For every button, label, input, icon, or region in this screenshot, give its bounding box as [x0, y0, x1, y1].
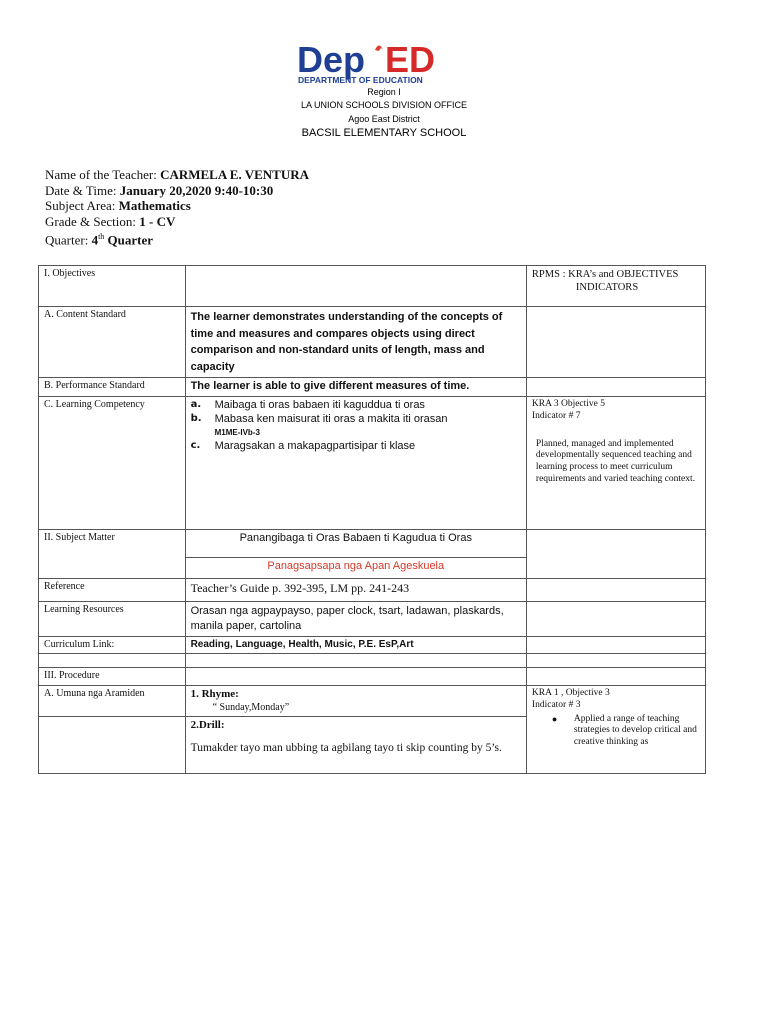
quarter-number: 4 — [91, 232, 99, 248]
grade-value: 1 - CV — [139, 213, 176, 229]
teacher-name: CARMELA E. VENTURA — [160, 167, 309, 182]
table-row — [39, 685, 706, 716]
rpms-header: RPMS : KRA’s and OBJECTIVES INDICATORS — [526, 266, 705, 307]
content-standard-label: A. Content Standard — [39, 307, 186, 378]
date-line: Date & Time: January 20,2020 9:40-10:30 — [45, 182, 274, 198]
school-name: BACSIL ELEMENTARY SCHOOL — [301, 127, 467, 139]
logo-subtext: DEPARTMENT OF EDUCATION — [298, 75, 423, 85]
table-row — [39, 396, 706, 529]
learning-resources-text: Orasan nga agpaypayso, paper clock, tsart, ladawan, plaskards, manila paper, cartolina — [185, 601, 526, 636]
teacher-line: Name of the Teacher: CARMELA E. VENTURA — [45, 167, 309, 182]
table-row — [39, 578, 706, 601]
table-row — [39, 266, 706, 307]
list-item: b. Mabasa ken maisurat iti oras a makita iti orasan — [190, 412, 448, 425]
kra1-indicator: KRA 1 , Objective 3 Indicator # 3 ● Applied a range of teaching strategies to develop critical and creative thinking as — [526, 685, 705, 773]
deped-logo — [295, 40, 480, 85]
quarter-word: Quarter — [107, 232, 154, 248]
drill-cell: 2.Drill: Tumakder tayo man ubbing ta agbilang tayo ti skip counting by 5’s. — [185, 717, 526, 774]
list-item: c. Maragsakan a makapagpartisipar ti klase — [190, 440, 416, 452]
procedure-label: III. Procedure — [39, 668, 186, 686]
table-row — [39, 668, 706, 686]
umuna-label: A. Umuna nga Aramiden — [39, 685, 186, 716]
logo-dep-text: Dep — [297, 40, 366, 80]
table-row — [39, 307, 706, 378]
division-label: LA UNION SCHOOLS DIVISION OFFICE — [300, 100, 468, 110]
curriculum-link-text: Reading, Language, Health, Music, P.E. EsP,Art — [185, 636, 526, 654]
table-row — [39, 601, 706, 636]
subject-value: Mathematics — [118, 198, 191, 213]
learning-competency-label: C. Learning Competency — [39, 396, 186, 529]
subject-line: Subject Area: Mathematics — [45, 198, 191, 213]
objectives-label: I. Objectives — [39, 266, 186, 307]
list-item: a. Maibaga ti oras babaen iti kaguddua ti oras — [190, 398, 425, 411]
table-row — [39, 654, 706, 668]
competency-code: M1ME-IVb-3 — [214, 428, 260, 438]
table-row — [39, 529, 706, 557]
reference-label: Reference — [39, 578, 186, 601]
logo-ed-text: ED — [385, 40, 436, 80]
date-value: January 20,2020 9:40-10:30 — [119, 182, 274, 198]
grade-line: Grade & Section: 1 - CV — [45, 213, 176, 229]
reference-text: Teacher’s Guide p. 392-395, LM pp. 241-243 — [185, 578, 526, 601]
lesson-info — [45, 167, 309, 248]
lesson-plan-table — [38, 265, 706, 774]
learning-resources-label: Learning Resources — [39, 601, 186, 636]
rhyme-cell: 1. Rhyme: “ Sunday,Monday” — [185, 685, 526, 716]
performance-standard-label: B. Performance Standard — [39, 378, 186, 397]
curriculum-link-label: Curriculum Link: — [39, 636, 186, 654]
subject-matter-title: Panangibaga ti Oras Babaen ti Kagudua ti Oras — [185, 529, 526, 557]
region-label: Region I — [367, 87, 401, 97]
subject-matter-subtitle: Panagsapsapa nga Apan Ageskuela — [185, 557, 526, 578]
table-row — [39, 636, 706, 654]
subject-matter-label: II. Subject Matter — [39, 529, 186, 578]
table-row — [39, 378, 706, 397]
torch-flame-icon — [375, 46, 383, 52]
learning-competency-list — [185, 396, 526, 529]
kra3-indicator: KRA 3 Objective 5 Indicator # 7 Planned, managed and implemented developmentally sequenced teaching and learning process to meet curriculum requirements and varied teaching context. — [526, 396, 705, 529]
quarter-line: Quarter: 4th Quarter — [45, 232, 154, 248]
performance-standard-text: The learner is able to give different measures of time. — [185, 378, 526, 397]
district-label: Agoo East District — [348, 114, 420, 124]
content-standard-text: The learner demonstrates understanding of the concepts of time and measures and compares objects using direct comparison and non-standard units of length, mass and capacity — [185, 307, 526, 378]
bullet-icon: ● — [551, 713, 558, 724]
